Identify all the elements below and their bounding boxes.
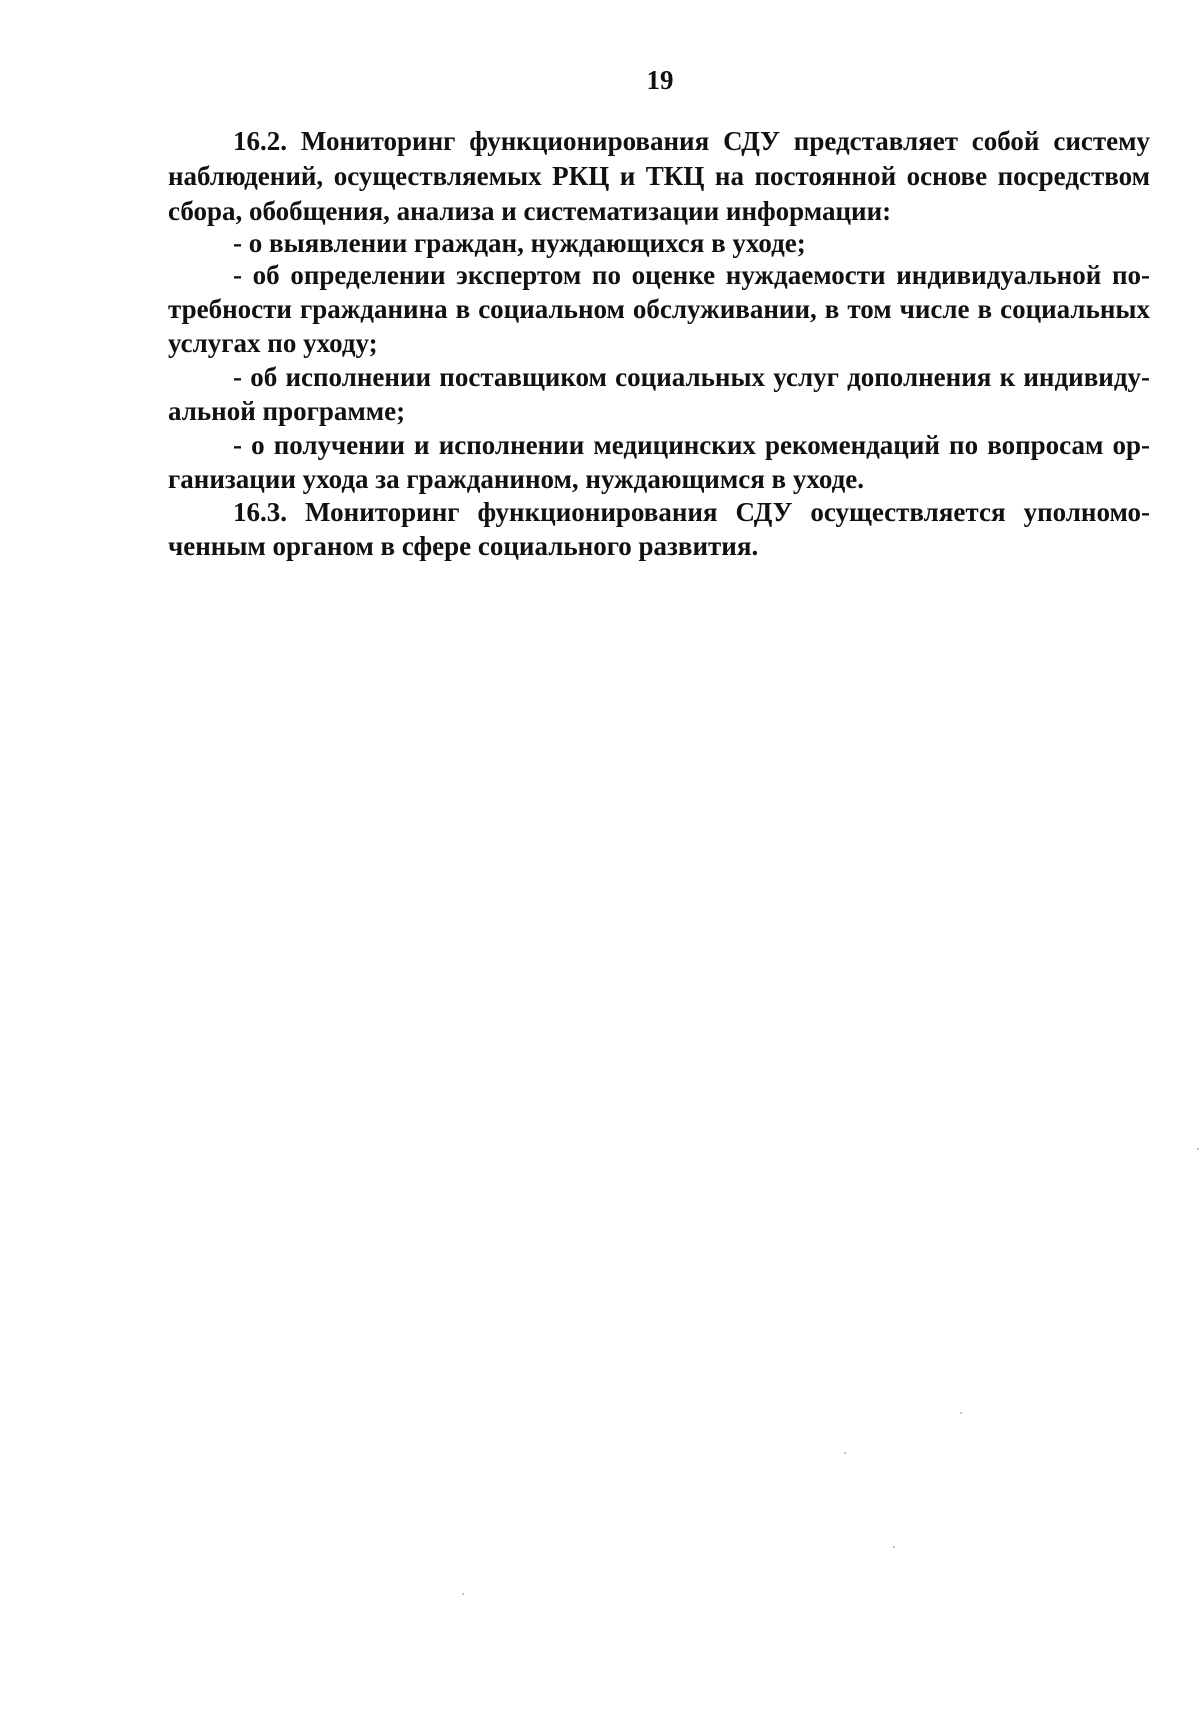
list-item-expert-assessment-line-3: услугах по уходу; <box>168 328 378 358</box>
list-item-medical-line-1: - о получении и исполнении медицинских рекомендаций по вопросам ор- <box>233 430 1150 460</box>
scan-speck <box>960 1412 962 1414</box>
scan-speck <box>844 1452 846 1454</box>
list-item-provider-line-2: альной программе; <box>168 396 406 426</box>
paragraph-16-2-line-1: 16.2. Мониторинг функционирования СДУ представляет собой систему <box>233 126 1150 156</box>
paragraph-16-2-line-2: наблюдений, осуществляемых РКЦ и ТКЦ на постоянной основе посредством <box>168 161 1150 191</box>
list-item-medical-line-2: ганизации ухода за гражданином, нуждающимся в уходе. <box>168 464 864 494</box>
list-item-identification: - о выявлении граждан, нуждающихся в уходе; <box>233 228 806 258</box>
scan-speck <box>1197 1148 1199 1150</box>
paragraph-16-3-line-1: 16.3. Мониторинг функционирования СДУ осуществляется уполномо- <box>233 497 1150 527</box>
list-item-expert-assessment-line-1: - об определении экспертом по оценке нуждаемости индивидуальной по- <box>233 260 1150 290</box>
paragraph-16-2-line-3: сбора, обобщения, анализа и систематизации информации: <box>168 196 892 226</box>
list-item-provider-line-1: - об исполнении поставщиком социальных услуг дополнения к индивиду- <box>233 362 1150 392</box>
page-number: 19 <box>646 65 674 95</box>
scan-speck <box>462 1593 464 1595</box>
paragraph-16-3-line-2: ченным органом в сфере социального развития. <box>168 531 759 561</box>
list-item-expert-assessment-line-2: требности гражданина в социальном обслуживании, в том числе в социальных <box>168 294 1150 324</box>
scan-speck <box>893 1546 895 1548</box>
